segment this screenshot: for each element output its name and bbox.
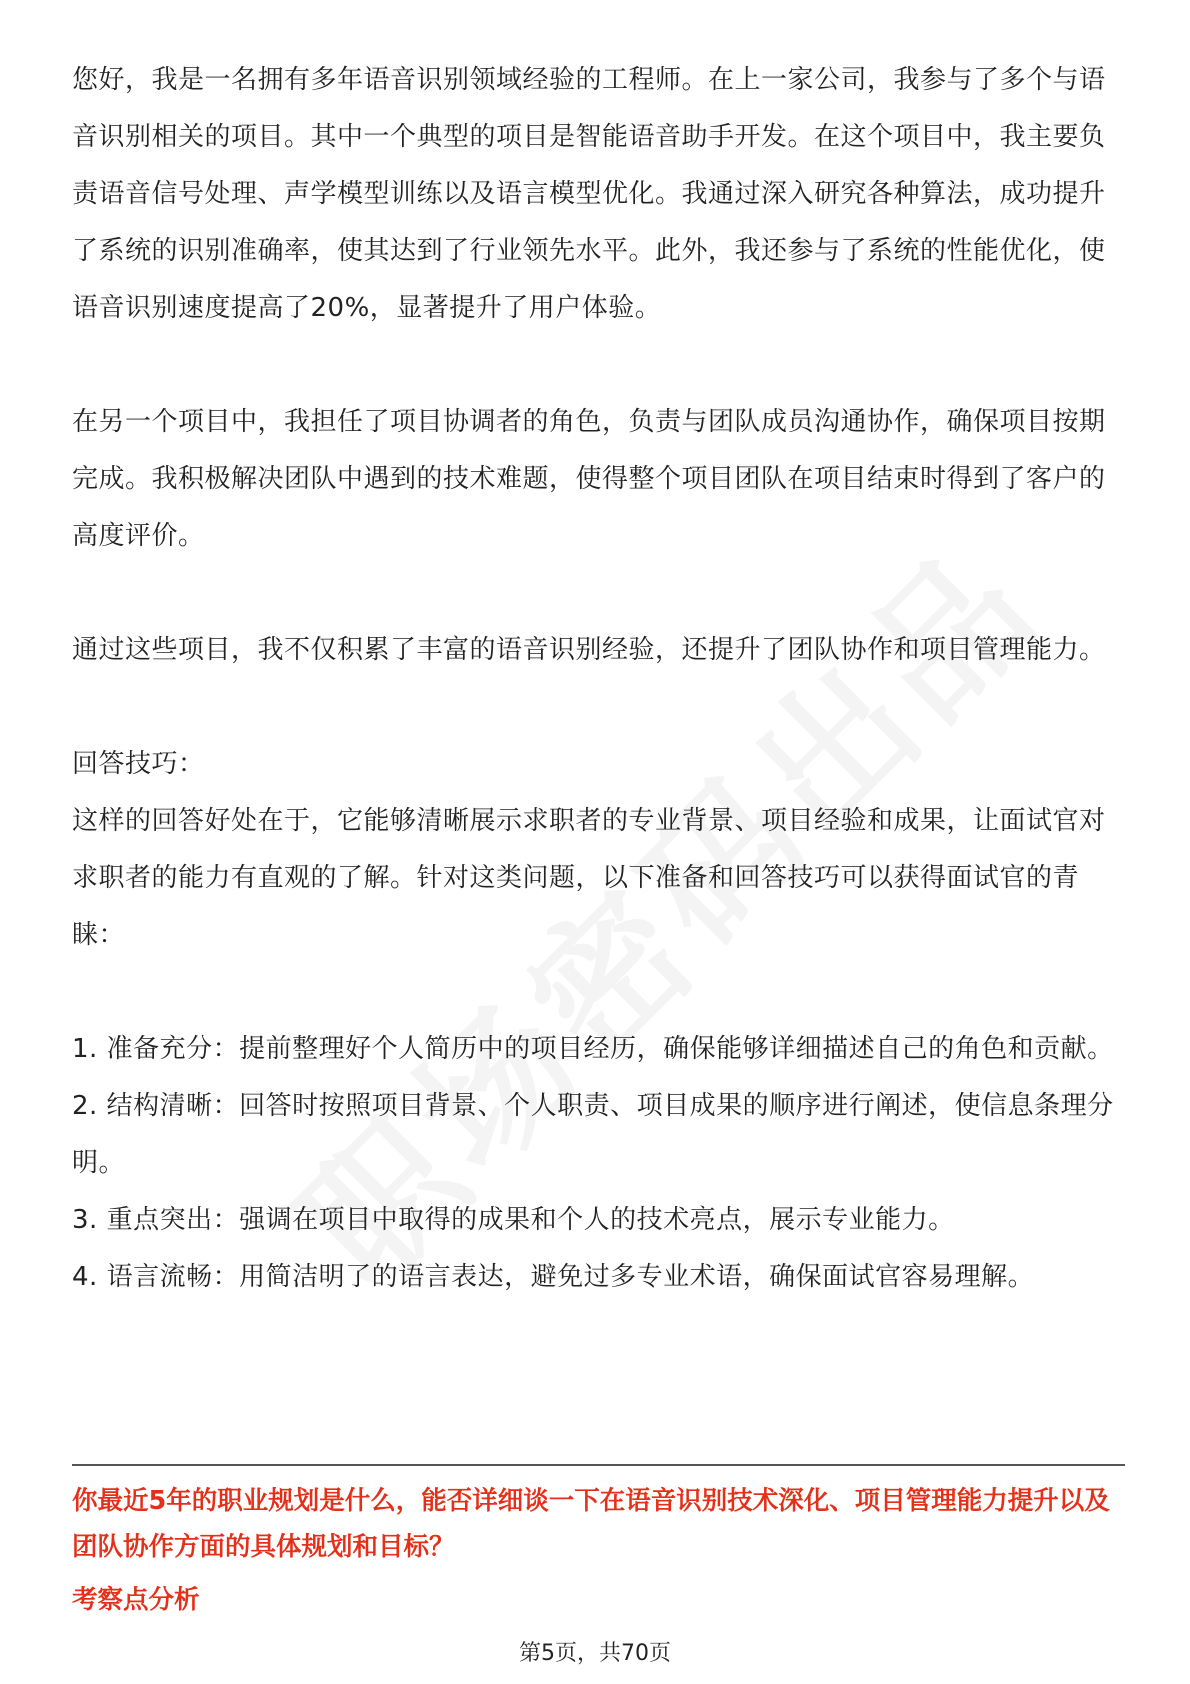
tip-item-4: 4. 语言流畅：用简洁明了的语言表达，避免过多专业术语，确保面试官容易理解。 <box>72 1262 1035 1292</box>
tip-item-2: 2. 结构清晰：回答时按照项目背景、个人职责、项目成果的顺序进行阐述，使信息条理分明。 <box>72 1091 1114 1178</box>
section-divider <box>72 1464 1125 1466</box>
page-number: 第5页，共70页 <box>519 1641 671 1666</box>
answer-paragraph-3: 通过这些项目，我不仅积累了丰富的语音识别经验，还提升了团队协作和项目管理能力。 <box>72 635 1106 665</box>
interview-question: 你最近5年的职业规划是什么，能否详细谈一下在语音识别技术深化、项目管理能力提升以及团队协作方面的具体规划和目标？ <box>72 1486 1110 1562</box>
tip-item-1: 1. 准备充分：提前整理好个人简历中的项目经历，确保能够详细描述自己的角色和贡献。 <box>72 1034 1114 1064</box>
tip-item-3: 3. 重点突出：强调在项目中取得的成果和个人的技术亮点，展示专业能力。 <box>72 1205 955 1235</box>
tips-intro: 这样的回答好处在于，它能够清晰展示求职者的专业背景、项目经验和成果，让面试官对求职者的能力有直观的了解。针对这类问题，以下准备和回答技巧可以获得面试官的青睐： <box>72 806 1106 950</box>
answer-paragraph-1: 您好，我是一名拥有多年语音识别领域经验的工程师。在上一家公司，我参与了多个与语音识别相关的项目。其中一个典型的项目是智能语音助手开发。在这个项目中，我主要负责语音信号处理、声学模型训练以及语言模型优化。我通过深入研究各种算法，成功提升了系统的识别准确率，使其达到了行业领先水平。此外，我还参与了系统的性能优化，使语音识别速度提高了20%，显著提升了用户体验。 <box>72 65 1106 323</box>
tips-heading: 回答技巧： <box>72 749 205 779</box>
answer-paragraph-2: 在另一个项目中，我担任了项目协调者的角色，负责与团队成员沟通协作，确保项目按期完成。我积极解决团队中遇到的技术难题，使得整个项目团队在项目结束时得到了客户的高度评价。 <box>72 407 1106 551</box>
document-body <box>72 52 1122 1306</box>
analysis-heading: 考察点分析 <box>72 1585 200 1615</box>
